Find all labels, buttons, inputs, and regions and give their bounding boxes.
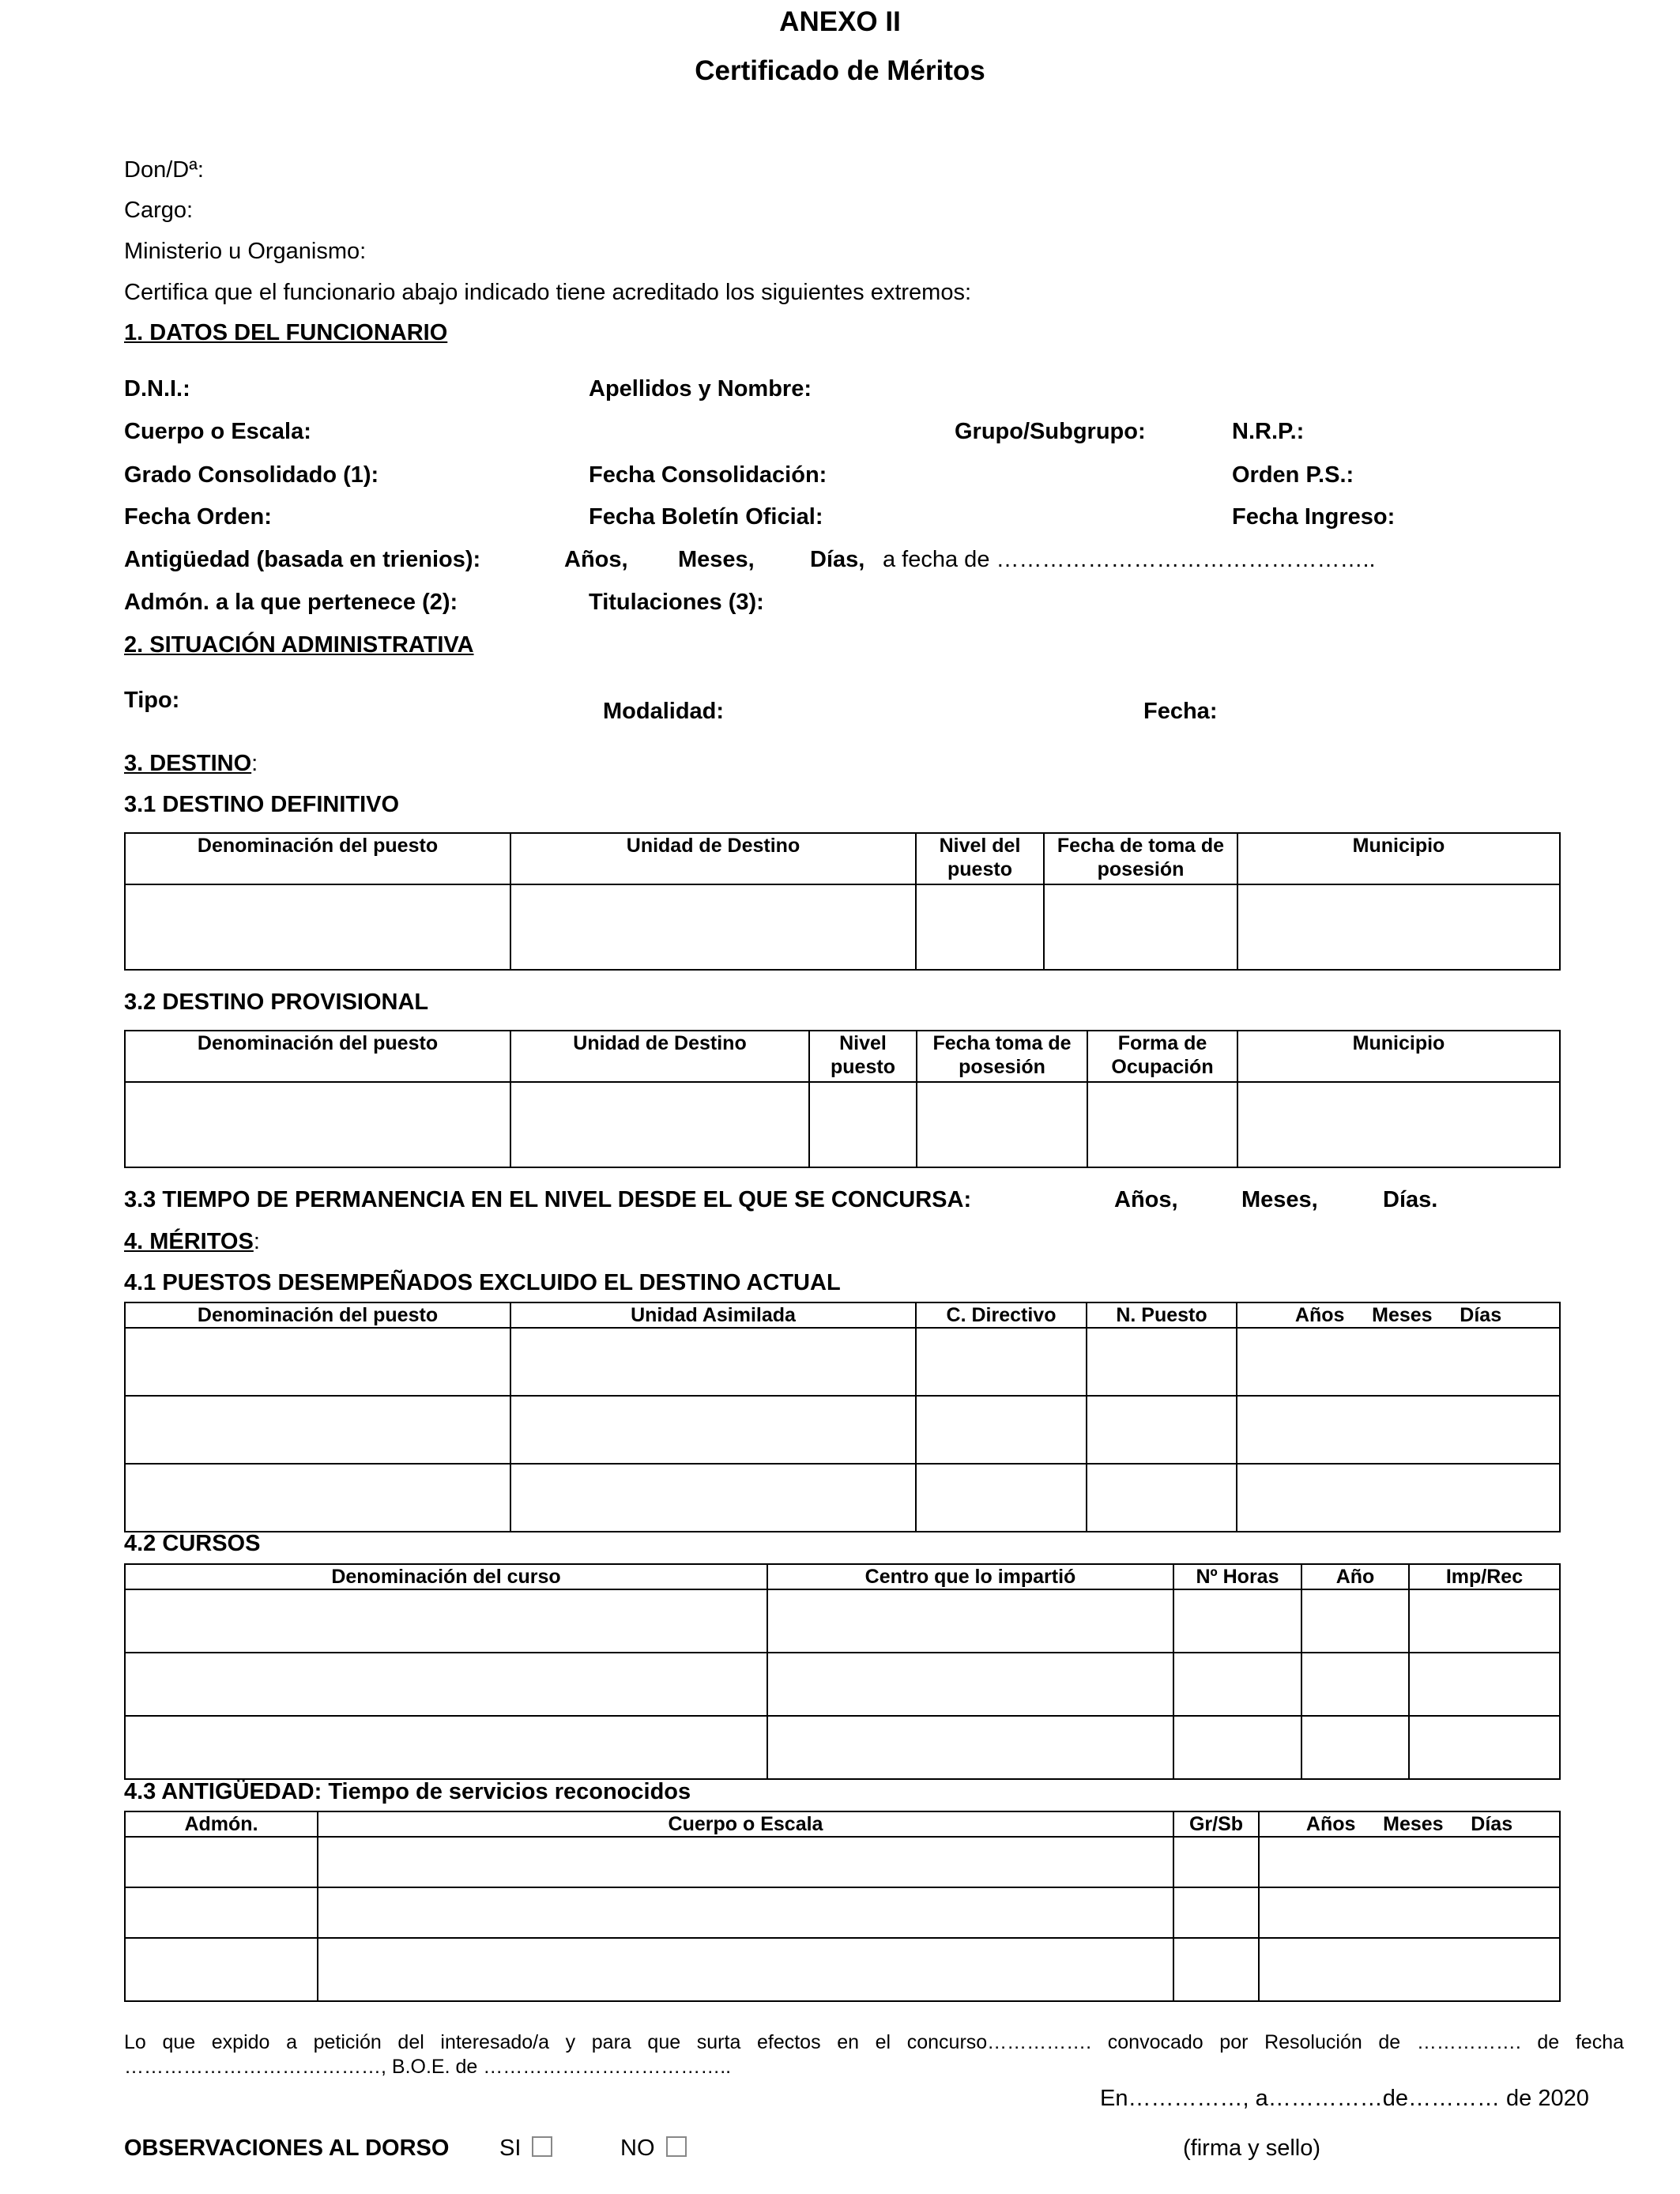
fecha-label: Fecha:	[1143, 699, 1218, 724]
no-option[interactable]	[620, 2136, 687, 2162]
table-row	[125, 1716, 1560, 1779]
table-cell[interactable]	[1237, 1464, 1560, 1532]
apellidos-label: Apellidos y Nombre:	[589, 376, 812, 401]
tipo-label: Tipo:	[124, 688, 180, 713]
col-header: Fecha toma de posesión	[917, 1031, 1087, 1082]
page-title: Certificado de Méritos	[695, 55, 985, 86]
si-label: SI	[499, 2136, 522, 2161]
table-cell[interactable]	[125, 1716, 767, 1779]
table-cell[interactable]	[125, 1938, 318, 2001]
table-cell[interactable]	[1301, 1716, 1409, 1779]
table-cell[interactable]	[125, 1082, 510, 1167]
table-cell[interactable]	[318, 1938, 1173, 2001]
col-header: Unidad de Destino	[510, 833, 916, 884]
table-row	[125, 1653, 1560, 1716]
section-3-heading	[124, 751, 258, 777]
section-1-heading: 1. DATOS DEL FUNCIONARIO	[124, 320, 448, 345]
table-cell[interactable]	[1237, 1082, 1560, 1167]
table-cell[interactable]	[510, 1328, 916, 1396]
col-header: Admón.	[125, 1811, 318, 1837]
col-header: Nivel puesto	[809, 1031, 917, 1082]
cargo-label: Cargo:	[124, 198, 194, 223]
table-cell[interactable]	[510, 1082, 809, 1167]
table-cell[interactable]	[1087, 1328, 1237, 1396]
cuerpo-label: Cuerpo o Escala:	[124, 419, 311, 444]
antiguedad-heading: 4.3 ANTIGÜEDAD: Tiempo de servicios reconocidos	[124, 1779, 691, 1804]
don-label: Don/Dª:	[124, 157, 204, 183]
tiempo-meses: Meses,	[1241, 1187, 1318, 1212]
tiempo-anos: Años,	[1114, 1187, 1178, 1212]
col-header: Año	[1301, 1564, 1409, 1589]
table-cell[interactable]	[1173, 1837, 1259, 1887]
observaciones-label: OBSERVACIONES AL DORSO	[124, 2136, 450, 2161]
col-header: N. Puesto	[1087, 1302, 1237, 1328]
section-3-colon: :	[251, 751, 258, 776]
si-option[interactable]	[499, 2136, 552, 2162]
table-cell[interactable]	[125, 1328, 510, 1396]
annex-title: ANEXO II	[779, 6, 901, 37]
puestos-heading: 4.1 PUESTOS DESEMPEÑADOS EXCLUIDO EL DESTINO ACTUAL	[124, 1270, 841, 1295]
table-cell[interactable]	[1173, 1589, 1301, 1653]
table-cell[interactable]	[1409, 1653, 1560, 1716]
col-header: Municipio	[1237, 833, 1560, 884]
table-cell[interactable]	[1409, 1589, 1560, 1653]
table-cell[interactable]	[125, 1589, 767, 1653]
col-header: Imp/Rec	[1409, 1564, 1560, 1589]
fecha-consolidacion-label: Fecha Consolidación:	[589, 462, 827, 488]
table-cell[interactable]	[1173, 1716, 1301, 1779]
table-row	[125, 1589, 1560, 1653]
tiempo-dias: Días.	[1383, 1187, 1438, 1212]
table-cell[interactable]	[767, 1716, 1173, 1779]
puestos-table	[124, 1302, 1561, 1532]
table-cell[interactable]	[510, 1396, 916, 1464]
expedicion-line-1: Lo que expido a petición del interesado/a y para que surta efectos en el concurso……………. convocado por Resolución de ……………. de fecha	[124, 2031, 1624, 2053]
ministerio-label: Ministerio u Organismo:	[124, 239, 367, 264]
table-cell[interactable]	[510, 884, 916, 970]
destino-provisional-table	[124, 1030, 1561, 1168]
table-cell[interactable]	[318, 1887, 1173, 1938]
table-cell[interactable]	[1301, 1589, 1409, 1653]
table-cell[interactable]	[318, 1837, 1173, 1887]
section-3-title: 3. DESTINO	[124, 751, 252, 776]
grado-label: Grado Consolidado (1):	[124, 462, 379, 488]
table-cell[interactable]	[1173, 1887, 1259, 1938]
col-header: Años Meses Días	[1237, 1302, 1560, 1328]
table-cell[interactable]	[1173, 1653, 1301, 1716]
admon-label: Admón. a la que pertenece (2):	[124, 590, 458, 615]
table-cell[interactable]	[917, 1082, 1087, 1167]
col-header: Denominación del puesto	[125, 833, 510, 884]
antiguedad-dias: Días,	[810, 547, 865, 572]
col-header: Forma de Ocupación	[1087, 1031, 1237, 1082]
cursos-table	[124, 1563, 1561, 1780]
modalidad-label: Modalidad:	[603, 699, 725, 724]
fecha-boletin-label: Fecha Boletín Oficial:	[589, 504, 823, 530]
fecha-ingreso-label: Fecha Ingreso:	[1232, 504, 1396, 530]
table-row	[125, 1464, 1560, 1532]
antiguedad-table	[124, 1811, 1561, 2002]
table-cell[interactable]	[916, 1396, 1087, 1464]
table-cell[interactable]	[1301, 1653, 1409, 1716]
section-4-heading	[124, 1229, 260, 1255]
col-header: Nivel del puesto	[916, 833, 1044, 884]
si-checkbox[interactable]	[532, 2136, 552, 2157]
col-header: Municipio	[1237, 1031, 1560, 1082]
table-row	[125, 1082, 1560, 1167]
table-cell[interactable]	[125, 1396, 510, 1464]
col-header: Años Meses Días	[1259, 1811, 1560, 1837]
antiguedad-meses: Meses,	[678, 547, 755, 572]
no-label: NO	[620, 2136, 655, 2161]
expedicion-line-2: …………………………………, B.O.E. de ………………………………..	[124, 2056, 732, 2078]
antiguedad-anos: Años,	[564, 547, 628, 572]
table-cell[interactable]	[510, 1464, 916, 1532]
table-cell[interactable]	[1237, 1396, 1560, 1464]
table-cell[interactable]	[125, 1887, 318, 1938]
no-checkbox[interactable]	[666, 2136, 687, 2157]
table-cell[interactable]	[125, 1464, 510, 1532]
col-header: Unidad de Destino	[510, 1031, 809, 1082]
dni-label: D.N.I.:	[124, 376, 190, 401]
section-2-heading: 2. SITUACIÓN ADMINISTRATIVA	[124, 632, 474, 658]
table-row	[125, 1887, 1560, 1938]
a-fecha-de: a fecha de …………………………………………..	[883, 547, 1376, 572]
col-header: Cuerpo o Escala	[318, 1811, 1173, 1837]
col-header: Denominación del curso	[125, 1564, 767, 1589]
table-cell[interactable]	[1173, 1938, 1259, 2001]
destino-definitivo-table	[124, 832, 1561, 971]
table-cell[interactable]	[1087, 1464, 1237, 1532]
col-header: Nº Horas	[1173, 1564, 1301, 1589]
table-cell[interactable]	[125, 1653, 767, 1716]
lugar-fecha: En……………, a……………de………… de 2020	[1100, 2086, 1589, 2111]
table-cell[interactable]	[1237, 884, 1560, 970]
section-4-title: 4. MÉRITOS	[124, 1229, 254, 1254]
grupo-label: Grupo/Subgrupo:	[955, 419, 1146, 444]
orden-ps-label: Orden P.S.:	[1232, 462, 1354, 488]
table-cell[interactable]	[916, 884, 1044, 970]
tiempo-permanencia-label: 3.3 TIEMPO DE PERMANENCIA EN EL NIVEL DESDE EL QUE SE CONCURSA:	[124, 1187, 972, 1212]
table-cell[interactable]	[1259, 1938, 1560, 2001]
firma-sello: (firma y sello)	[1183, 2136, 1321, 2161]
table-row	[125, 1328, 1560, 1396]
table-cell[interactable]	[1087, 1396, 1237, 1464]
certifica-text: Certifica que el funcionario abajo indicado tiene acreditado los siguientes extremos:	[124, 280, 972, 305]
antiguedad-label: Antigüedad (basada en trienios):	[124, 547, 481, 572]
table-cell[interactable]	[809, 1082, 917, 1167]
col-header: Centro que lo impartió	[767, 1564, 1173, 1589]
section-4-colon: :	[253, 1229, 260, 1254]
table-cell[interactable]	[1259, 1837, 1560, 1887]
table-row	[125, 884, 1560, 970]
table-row	[125, 1938, 1560, 2001]
table-cell[interactable]	[1259, 1887, 1560, 1938]
table-cell[interactable]	[767, 1653, 1173, 1716]
table-cell[interactable]	[1237, 1328, 1560, 1396]
table-cell[interactable]	[1087, 1082, 1237, 1167]
titulaciones-label: Titulaciones (3):	[589, 590, 764, 615]
col-header: Denominación del puesto	[125, 1302, 510, 1328]
table-cell[interactable]	[916, 1328, 1087, 1396]
table-cell[interactable]	[1044, 884, 1237, 970]
destino-definitivo-heading: 3.1 DESTINO DEFINITIVO	[124, 792, 400, 817]
table-cell[interactable]	[125, 884, 510, 970]
col-header: Gr/Sb	[1173, 1811, 1259, 1837]
col-header: C. Directivo	[916, 1302, 1087, 1328]
col-header: Unidad Asimilada	[510, 1302, 916, 1328]
table-cell[interactable]	[125, 1837, 318, 1887]
destino-provisional-heading: 3.2 DESTINO PROVISIONAL	[124, 990, 429, 1015]
table-cell[interactable]	[1409, 1716, 1560, 1779]
table-row	[125, 1396, 1560, 1464]
table-cell[interactable]	[767, 1589, 1173, 1653]
table-row	[125, 1837, 1560, 1887]
table-cell[interactable]	[916, 1464, 1087, 1532]
col-header: Fecha de toma de posesión	[1044, 833, 1237, 884]
fecha-orden-label: Fecha Orden:	[124, 504, 272, 530]
cursos-heading: 4.2 CURSOS	[124, 1531, 261, 1556]
nrp-label: N.R.P.:	[1232, 419, 1305, 444]
col-header: Denominación del puesto	[125, 1031, 510, 1082]
